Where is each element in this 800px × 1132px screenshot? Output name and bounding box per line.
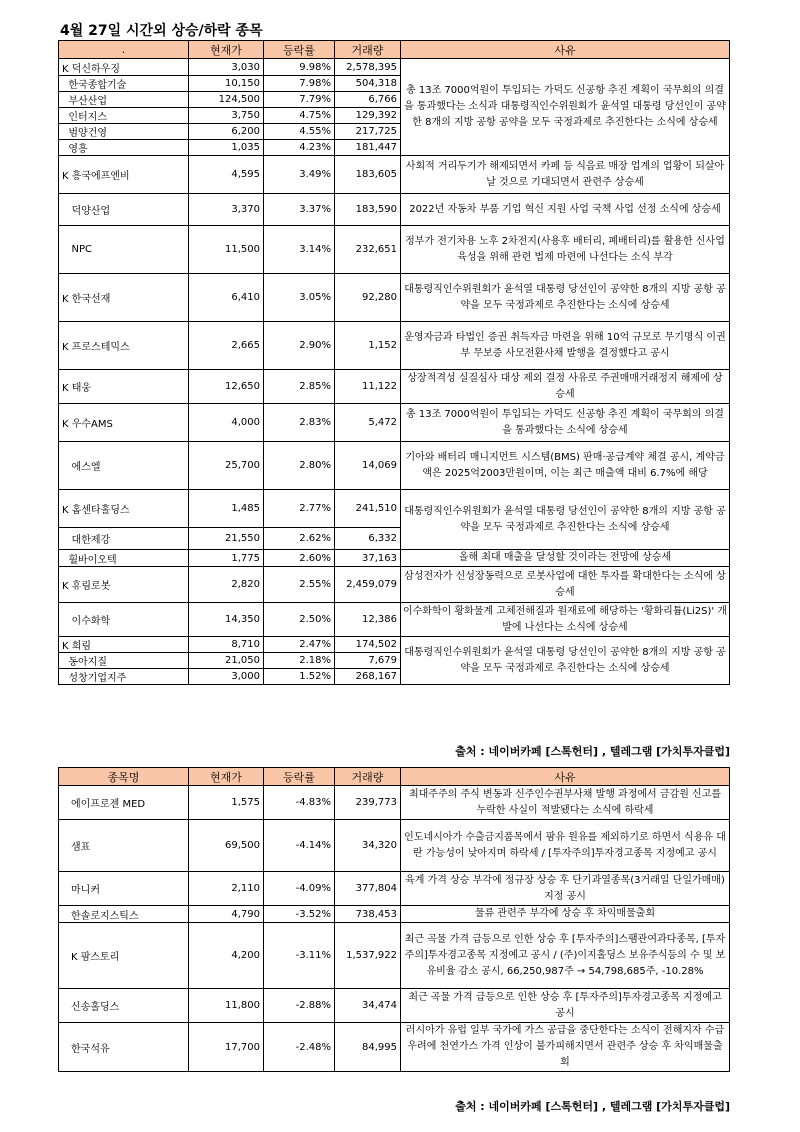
- stock-price: 2,820: [189, 567, 264, 603]
- header-price: 현재가: [189, 41, 264, 59]
- stock-price: 4,200: [189, 923, 264, 989]
- stock-price: 2,665: [189, 322, 264, 370]
- stock-volume: 1,152: [335, 322, 401, 370]
- stock-price: 69,500: [189, 820, 264, 872]
- stock-volume: 12,386: [335, 603, 401, 637]
- table-row: [59, 872, 730, 906]
- header-volume: 거래량: [335, 41, 401, 59]
- stock-name: K 한국선재: [59, 274, 189, 322]
- stock-rate: 2.83%: [264, 404, 335, 442]
- stock-price: 11,800: [189, 989, 264, 1023]
- stock-price: 3,030: [189, 59, 264, 76]
- stock-rate: -4.09%: [264, 872, 335, 906]
- header-reason: 사유: [401, 768, 730, 786]
- stock-volume: 84,995: [335, 1023, 401, 1072]
- stock-reason: 올해 최대 매출을 달성할 것이라는 전망에 상승세: [401, 550, 730, 567]
- stock-name: K 우수AMS: [59, 404, 189, 442]
- stock-rate: 2.55%: [264, 567, 335, 603]
- stock-reason: 이수화학이 황화물계 고체전해질과 원재료에 해당하는 '황화리튬(Li2S)' 개발에 나선다는 소식에 상승세: [401, 603, 730, 637]
- stock-name: K 휴림로봇: [59, 567, 189, 603]
- stock-volume: 183,590: [335, 194, 401, 226]
- stock-rate: 2.60%: [264, 550, 335, 567]
- stock-name: K 홈센타홀딩스: [59, 490, 189, 528]
- table-row: [59, 156, 730, 194]
- stock-price: 3,370: [189, 194, 264, 226]
- page-title: 4월 27일 시간외 상승/하락 종목: [60, 23, 263, 39]
- stock-rate: -2.88%: [264, 989, 335, 1023]
- table-row: [59, 226, 730, 274]
- stock-volume: 11,122: [335, 370, 401, 404]
- stock-rate: 3.37%: [264, 194, 335, 226]
- stock-rate: 7.79%: [264, 92, 335, 108]
- stock-price: 17,700: [189, 1023, 264, 1072]
- stock-volume: 268,167: [335, 669, 401, 685]
- stock-reason: 물류 관련주 부각에 상승 후 차익매물출회: [401, 906, 730, 923]
- header-reason: 사유: [401, 41, 730, 59]
- stock-reason: 대통령직인수위원회가 윤석열 대통령 당선인이 공약한 8개의 지방 공항 공약을 모두 국정과제로 추진한다는 소식에 상승세: [401, 637, 730, 685]
- table-row: [59, 603, 730, 637]
- stock-name: 인터지스: [59, 108, 189, 124]
- stock-volume: 174,502: [335, 637, 401, 653]
- stock-volume: 7,679: [335, 653, 401, 669]
- stock-rate: 2.62%: [264, 528, 335, 550]
- stock-price: 10,150: [189, 76, 264, 92]
- stock-name: K 희림: [59, 637, 189, 653]
- stock-rate: 2.90%: [264, 322, 335, 370]
- stock-reason: 육계 가격 상승 부각에 정규장 상승 후 단기과열종목(3거래일 단일가매매) 지정 공시: [401, 872, 730, 906]
- stock-rate: -4.83%: [264, 786, 335, 820]
- stock-rate: 4.55%: [264, 124, 335, 140]
- stock-name: 한국석유: [59, 1023, 189, 1072]
- stock-rate: -3.52%: [264, 906, 335, 923]
- header-price: 현재가: [189, 768, 264, 786]
- rise-table: [58, 40, 730, 685]
- stock-volume: 504,318: [335, 76, 401, 92]
- stock-reason: 대통령직인수위원회가 윤석열 대통령 당선인이 공약한 8개의 지방 공항 공약을 모두 국정과제로 추진한다는 소식에 상승세: [401, 490, 730, 550]
- stock-price: 4,000: [189, 404, 264, 442]
- fall-header-row: [59, 768, 730, 786]
- stock-price: 21,050: [189, 653, 264, 669]
- stock-price: 3,000: [189, 669, 264, 685]
- stock-reason: 운영자금과 타법인 증권 취득자금 마련을 위해 10억 규모로 무기명식 이권부 무보증 사모전환사채 발행을 결정했다고 공시: [401, 322, 730, 370]
- stock-volume: 34,320: [335, 820, 401, 872]
- fall-table: [58, 767, 730, 1072]
- table-row: [59, 322, 730, 370]
- stock-rate: 4.23%: [264, 140, 335, 156]
- table-row: [59, 786, 730, 820]
- stock-price: 2,110: [189, 872, 264, 906]
- stock-price: 4,790: [189, 906, 264, 923]
- stock-rate: 2.80%: [264, 442, 335, 490]
- stock-volume: 377,804: [335, 872, 401, 906]
- stock-name: 범양건영: [59, 124, 189, 140]
- stock-price: 6,410: [189, 274, 264, 322]
- stock-name: 에스엘: [59, 442, 189, 490]
- table-row: [59, 404, 730, 442]
- table-row: [59, 550, 730, 567]
- table-row: [59, 370, 730, 404]
- stock-reason: 최대주주의 주식 변동과 신주인수권부사채 발행 과정에서 금감원 신고를 누락한 사실이 적발됐다는 소식에 하락세: [401, 786, 730, 820]
- stock-volume: 241,510: [335, 490, 401, 528]
- stock-name: 동아지질: [59, 653, 189, 669]
- stock-price: 12,650: [189, 370, 264, 404]
- stock-name: 덕양산업: [59, 194, 189, 226]
- stock-price: 6,200: [189, 124, 264, 140]
- header-rate: 등락률: [264, 41, 335, 59]
- table-row: [59, 490, 730, 528]
- stock-rate: 2.85%: [264, 370, 335, 404]
- stock-volume: 1,537,922: [335, 923, 401, 989]
- stock-rate: 2.47%: [264, 637, 335, 653]
- stock-name: 부산산업: [59, 92, 189, 108]
- stock-name: 마니커: [59, 872, 189, 906]
- stock-rate: 3.49%: [264, 156, 335, 194]
- stock-reason: 최근 곡물 가격 급등으로 인한 상승 후 [투자주의]스팸관여과다종목, [투자주의]투자경고종목 지정예고 공시 / (주)이지홀딩스 보유주식등의 수 및 보유비율 감소 공시, 66,250,987주 → 54,798,685주, -10.28%: [401, 923, 730, 989]
- stock-volume: 6,332: [335, 528, 401, 550]
- stock-price: 25,700: [189, 442, 264, 490]
- stock-rate: -3.11%: [264, 923, 335, 989]
- stock-name: K 팜스토리: [59, 923, 189, 989]
- table-row: [59, 442, 730, 490]
- stock-rate: 9.98%: [264, 59, 335, 76]
- header-volume: 거래량: [335, 768, 401, 786]
- table-row: [59, 923, 730, 989]
- stock-rate: -4.14%: [264, 820, 335, 872]
- table-row: [59, 989, 730, 1023]
- stock-name: 한국종합기술: [59, 76, 189, 92]
- stock-price: 1,035: [189, 140, 264, 156]
- stock-volume: 239,773: [335, 786, 401, 820]
- table-row: [59, 1023, 730, 1072]
- stock-price: 14,350: [189, 603, 264, 637]
- stock-price: 124,500: [189, 92, 264, 108]
- stock-volume: 5,472: [335, 404, 401, 442]
- stock-reason: 삼성전자가 신성장동력으로 로봇사업에 대한 투자를 확대한다는 소식에 상승세: [401, 567, 730, 603]
- stock-name: 영흥: [59, 140, 189, 156]
- stock-reason: 러시아가 유럽 일부 국가에 가스 공급을 중단한다는 소식이 전해지자 수급 우려에 천연가스 가격 인상이 불가피해지면서 관련주 상승 후 차익매물출회: [401, 1023, 730, 1072]
- stock-rate: 1.52%: [264, 669, 335, 685]
- stock-volume: 37,163: [335, 550, 401, 567]
- stock-rate: 4.75%: [264, 108, 335, 124]
- stock-price: 1,775: [189, 550, 264, 567]
- stock-price: 1,485: [189, 490, 264, 528]
- stock-volume: 181,447: [335, 140, 401, 156]
- stock-reason: 대통령직인수위원회가 윤석열 대통령 당선인이 공약한 8개의 지방 공항 공약을 모두 국정과제로 추진한다는 소식에 상승세: [401, 274, 730, 322]
- fall-source: 출처 : 네이버카페 [스톡헌터] , 텔레그램 [가치투자클럽]: [455, 1100, 730, 1113]
- table-row: [59, 194, 730, 226]
- stock-name: K 프로스테믹스: [59, 322, 189, 370]
- header-name: .: [59, 41, 189, 59]
- stock-name: NPC: [59, 226, 189, 274]
- stock-reason: 사회적 거리두기가 해제되면서 카페 등 식음료 매장 업계의 업황이 되살아날 것으로 기대되면서 관련주 상승세: [401, 156, 730, 194]
- rise-source: 출처 : 네이버카페 [스톡헌터] , 텔레그램 [가치투자클럽]: [455, 745, 730, 758]
- table-row: [59, 820, 730, 872]
- stock-volume: 2,459,079: [335, 567, 401, 603]
- stock-name: 에이프로젠 MED: [59, 786, 189, 820]
- stock-price: 8,710: [189, 637, 264, 653]
- stock-reason: 인도네시아가 수출금지품목에서 팜유 원유를 제외하기로 하면서 식용유 대란 가능성이 낮아지며 하락세 / [투자주의]투자경고종목 지정예고 공시: [401, 820, 730, 872]
- stock-price: 11,500: [189, 226, 264, 274]
- stock-price: 4,595: [189, 156, 264, 194]
- stock-rate: 2.50%: [264, 603, 335, 637]
- stock-volume: 183,605: [335, 156, 401, 194]
- stock-price: 21,550: [189, 528, 264, 550]
- stock-name: K 흥국에프엔비: [59, 156, 189, 194]
- stock-rate: 2.77%: [264, 490, 335, 528]
- stock-rate: 3.14%: [264, 226, 335, 274]
- stock-name: 한솔로지스틱스: [59, 906, 189, 923]
- stock-reason: 총 13조 7000억원이 투입되는 가덕도 신공항 추진 계획이 국무회의 의결을 통과했다는 소식에 상승세: [401, 404, 730, 442]
- stock-rate: 7.98%: [264, 76, 335, 92]
- stock-volume: 14,069: [335, 442, 401, 490]
- table-row: [59, 906, 730, 923]
- stock-reason: 최근 곡물 가격 급등으로 인한 상승 후 [투자주의]투자경고종목 지정예고 공시: [401, 989, 730, 1023]
- stock-name: K 덕신하우징: [59, 59, 189, 76]
- stock-name: 휠바이오텍: [59, 550, 189, 567]
- stock-volume: 232,651: [335, 226, 401, 274]
- stock-rate: 3.05%: [264, 274, 335, 322]
- rise-header-row: [59, 41, 730, 59]
- stock-reason: 상장적격성 실질심사 대상 제외 결정 사유로 주권매매거래정지 해제에 상승세: [401, 370, 730, 404]
- stock-reason: 2022년 자동차 부품 기업 혁신 지원 사업 국책 사업 선정 소식에 상승세: [401, 194, 730, 226]
- stock-reason: 기아와 배터리 매니지먼트 시스템(BMS) 판매·공급계약 체결 공시, 계약금액은 2025억2003만원이며, 이는 최근 매출액 대비 6.7%에 해당: [401, 442, 730, 490]
- stock-name: 이수화학: [59, 603, 189, 637]
- header-rate: 등락률: [264, 768, 335, 786]
- stock-name: 샘표: [59, 820, 189, 872]
- stock-volume: 129,392: [335, 108, 401, 124]
- table-row: [59, 59, 730, 76]
- stock-reason: 총 13조 7000억원이 투입되는 가덕도 신공항 추진 계획이 국무회의 의결을 통과했다는 소식과 대통령직인수위원회가 윤석열 대통령 당선인이 공약한 8개의 지방 공항 공약을 모두 국정과제로 추진한다는 소식에 상승세: [401, 59, 730, 156]
- stock-price: 1,575: [189, 786, 264, 820]
- stock-volume: 738,453: [335, 906, 401, 923]
- stock-name: K 태웅: [59, 370, 189, 404]
- stock-volume: 6,766: [335, 92, 401, 108]
- stock-rate: 2.18%: [264, 653, 335, 669]
- stock-volume: 2,578,395: [335, 59, 401, 76]
- stock-volume: 34,474: [335, 989, 401, 1023]
- stock-name: 신송홀딩스: [59, 989, 189, 1023]
- table-row: [59, 637, 730, 653]
- stock-volume: 217,725: [335, 124, 401, 140]
- stock-price: 3,750: [189, 108, 264, 124]
- table-row: [59, 567, 730, 603]
- table-row: [59, 274, 730, 322]
- stock-volume: 92,280: [335, 274, 401, 322]
- stock-reason: 정부가 전기차용 노후 2차전지(사용후 배터리, 폐배터리)를 활용한 신사업 육성을 위해 관련 법제 마련에 나선다는 소식 부각: [401, 226, 730, 274]
- stock-name: 대한제강: [59, 528, 189, 550]
- stock-rate: -2.48%: [264, 1023, 335, 1072]
- stock-name: 성창기업지주: [59, 669, 189, 685]
- header-name: 종목명: [59, 768, 189, 786]
